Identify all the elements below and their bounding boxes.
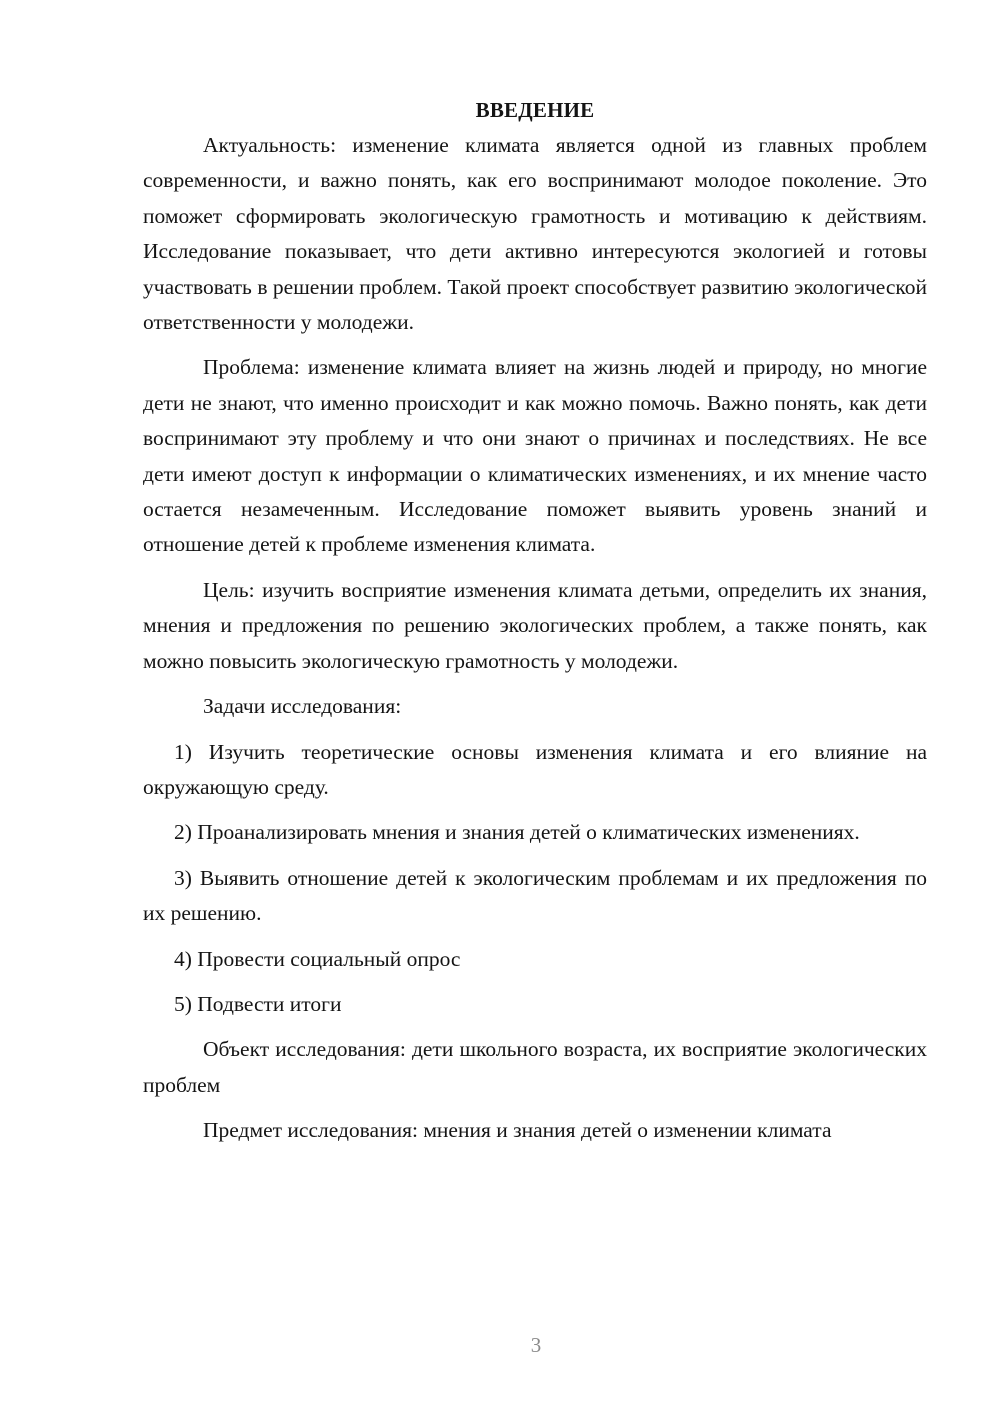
section-heading: ВВЕДЕНИЕ	[475, 98, 595, 122]
document-body	[143, 94, 927, 1159]
page-number: 3	[530, 1333, 542, 1357]
task-item-1: 1) Изучить теоретические основы изменения климата и его влияние на окружающую среду.	[143, 739, 927, 799]
task-item-5: 5) Подвести итоги	[174, 991, 342, 1016]
subject-paragraph: Предмет исследования: мнения и знания детей о изменении климата	[203, 1118, 832, 1143]
task-item-2: 2) Проанализировать мнения и знания детей о климатических изменениях.	[174, 820, 860, 845]
task-item-4: 4) Провести социальный опрос	[174, 946, 461, 971]
tasks-title: Задачи исследования:	[203, 694, 402, 719]
problem-paragraph: Проблема: изменение климата влияет на жизнь людей и природу, но многие дети не знают, что именно происходит и как можно помочь. Важно понять, как дети воспринимают эту проблему и что они знают о причинах и последствиях. Не все дети имеют доступ к информации о климатических изменениях, и их мнение часто остается незамеченным. Исследование поможет выявить уровень знаний и отношение детей к проблеме изменения климата.	[143, 355, 927, 557]
relevance-paragraph: Актуальность: изменение климата является одной из главных проблем современности, и важно понять, как его воспринимают молодое поколение. Это поможет сформировать экологическую грамотность и мотивацию к действиям. Исследование показывает, что дети активно интересуются экологией и готовы участвовать в решении проблем. Такой проект способствует развитию экологической ответственности у молодежи.	[143, 133, 927, 335]
object-paragraph: Объект исследования: дети школьного возраста, их восприятие экологических проблем	[143, 1037, 927, 1097]
goal-paragraph: Цель: изучить восприятие изменения климата детьми, определить их знания, мнения и предложения по решению экологических проблем, а также понять, как можно повысить экологическую грамотность у молодежи.	[143, 577, 927, 673]
task-item-3: 3) Выявить отношение детей к экологическим проблемам и их предложения по их решению.	[143, 865, 927, 926]
